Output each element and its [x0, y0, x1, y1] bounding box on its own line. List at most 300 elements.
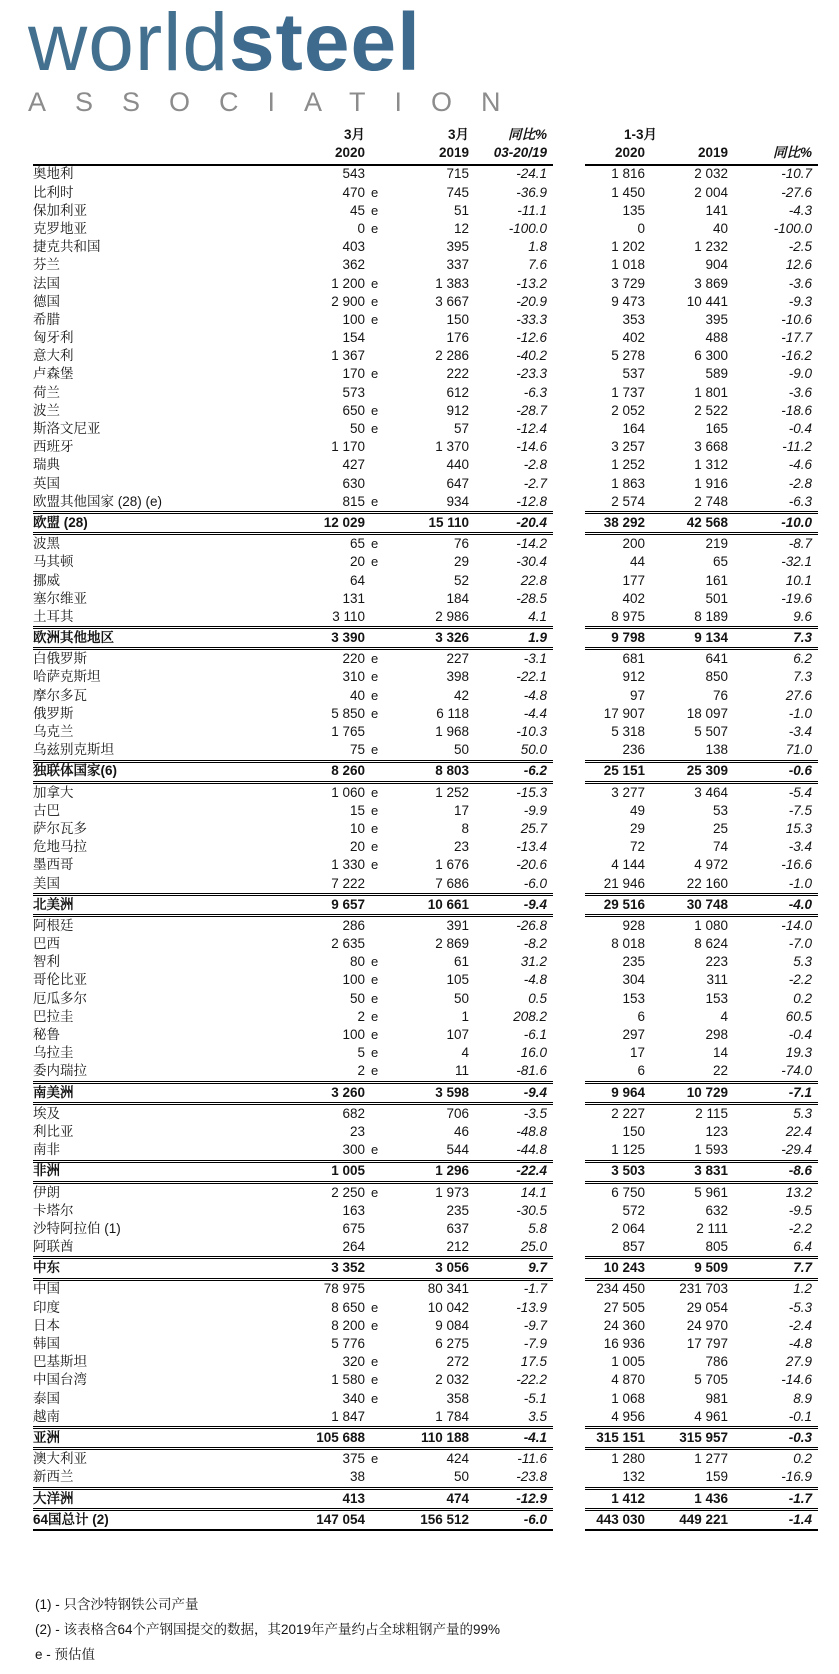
ytd-2019-cell: 488	[705, 330, 729, 346]
country-name-cell: 中东	[33, 1258, 245, 1279]
ytd-2020-cell: 1 412	[585, 1488, 645, 1509]
yoy-month-cell: 14.1	[520, 1184, 547, 1200]
country-name-cell: 卡塔尔	[33, 1202, 74, 1218]
table-row	[33, 802, 818, 820]
country-name-cell: 亚洲	[33, 1428, 245, 1449]
mar-2019-cell: 745	[446, 184, 469, 200]
mar-2019-cell: 3 056	[387, 1258, 469, 1279]
estimate-flag: e	[371, 1184, 379, 1200]
header-ytd-span: 1-3月	[624, 126, 658, 142]
table-row	[33, 1317, 818, 1335]
yoy-ytd-cell: -8.6	[728, 1161, 818, 1182]
column-gap	[553, 475, 585, 493]
mar-2019-cell: 176	[446, 330, 469, 346]
mar-2020-cell: 815	[342, 493, 365, 509]
yoy-ytd-cell: 5.3	[793, 954, 813, 970]
yoy-month-cell: -22.1	[516, 669, 547, 685]
country-name-cell: 沙特阿拉伯 (1)	[33, 1220, 121, 1236]
ytd-2019-cell: 6 300	[694, 348, 729, 364]
mar-2019-cell: 1	[461, 1008, 469, 1024]
column-gap	[553, 384, 585, 402]
ytd-2019-cell: 4 961	[694, 1408, 729, 1424]
crude-steel-production-table	[33, 126, 818, 1531]
estimate-flag: e	[371, 275, 379, 291]
mar-2019-cell: 1 383	[435, 275, 469, 291]
mar-2020-cell: 38	[349, 1469, 365, 1485]
yoy-ytd-cell: -74.0	[781, 1063, 813, 1079]
estimate-flag: e	[371, 1008, 379, 1024]
region-total-row	[33, 1488, 818, 1509]
table-row	[33, 554, 818, 572]
yoy-ytd-cell: -1.7	[728, 1488, 818, 1509]
mar-2019-cell: 1 252	[435, 784, 469, 800]
table-row	[33, 782, 818, 802]
yoy-ytd-cell: -4.6	[788, 457, 813, 473]
country-name-cell: 捷克共和国	[33, 239, 101, 255]
mar-2020-cell: 45	[349, 202, 365, 218]
table-row	[33, 165, 818, 184]
column-gap	[553, 554, 585, 572]
country-name-cell: 独联体国家(6)	[33, 761, 245, 782]
mar-2019-cell: 1 296	[387, 1161, 469, 1182]
table-row	[33, 723, 818, 741]
table-row	[33, 857, 818, 875]
mar-2020-cell: 5	[357, 1045, 365, 1061]
country-name-cell: 危地马拉	[33, 839, 87, 855]
mar-2019-cell: 184	[446, 590, 469, 606]
ytd-2020-cell: 6	[637, 1008, 645, 1024]
country-name-cell: 荷兰	[33, 384, 60, 400]
column-gap	[553, 165, 585, 184]
ytd-2019-cell: 3 869	[694, 275, 729, 291]
table-row	[33, 475, 818, 493]
mar-2019-cell: 105	[446, 972, 469, 988]
column-gap	[553, 293, 585, 311]
table-row	[33, 1182, 818, 1202]
ytd-2019-cell: 298	[705, 1027, 729, 1042]
yoy-ytd-cell: -1.4	[728, 1509, 818, 1530]
yoy-month-cell: -9.9	[523, 802, 547, 818]
mar-2020-cell: 9 657	[245, 894, 365, 915]
column-gap	[553, 1335, 585, 1353]
estimate-flag: e	[371, 839, 379, 855]
country-name-cell: 印度	[33, 1299, 60, 1315]
table-row	[33, 687, 818, 705]
column-gap	[553, 275, 585, 293]
mar-2019-cell: 222	[446, 366, 469, 382]
mar-2020-cell: 1 367	[331, 348, 365, 364]
mar-2019-cell: 7 686	[435, 875, 469, 891]
table-row	[33, 184, 818, 202]
ytd-2019-cell: 589	[705, 366, 729, 382]
yoy-month-cell: -48.8	[516, 1123, 547, 1139]
country-name-cell: 欧盟其他国家 (28) (e)	[33, 493, 163, 509]
estimate-flag	[365, 1428, 387, 1449]
ytd-2019-cell: 786	[705, 1354, 729, 1370]
mar-2019-cell: 1 973	[435, 1184, 469, 1200]
ytd-2019-cell: 501	[705, 590, 729, 606]
estimate-flag: e	[371, 802, 379, 818]
country-name-cell: 加拿大	[33, 784, 74, 800]
ytd-2019-cell: 223	[705, 954, 729, 970]
yoy-month-cell: -22.4	[469, 1161, 553, 1182]
yoy-ytd-cell: -4.3	[788, 202, 813, 218]
column-gap	[553, 1449, 585, 1469]
column-gap	[553, 916, 585, 936]
yoy-ytd-cell: 7.7	[728, 1258, 818, 1279]
ytd-2020-cell: 912	[622, 669, 645, 685]
ytd-2020-cell: 17 907	[603, 705, 645, 721]
yoy-month-cell: -44.8	[516, 1142, 547, 1158]
yoy-month-cell: -11.1	[517, 202, 547, 218]
yoy-month-cell: -2.8	[523, 457, 547, 473]
mar-2020-cell: 154	[342, 330, 365, 346]
yoy-month-cell: 4.1	[528, 608, 547, 624]
ytd-2019-cell: 5 507	[694, 724, 729, 739]
column-gap	[553, 838, 585, 856]
ytd-2019-cell: 1 232	[694, 239, 729, 255]
ytd-2019-cell: 449 221	[645, 1509, 728, 1530]
header-ytd-2019: 2019	[645, 144, 728, 164]
region-total-row	[33, 1428, 818, 1449]
country-name-cell: 日本	[33, 1317, 60, 1333]
mar-2019-cell: 8	[461, 820, 469, 836]
yoy-month-cell: -4.8	[523, 687, 547, 703]
estimate-flag: e	[371, 687, 379, 703]
ytd-2020-cell: 150	[622, 1123, 645, 1139]
ytd-2019-cell: 2 111	[696, 1220, 729, 1236]
country-name-cell: 保加利亚	[33, 202, 87, 218]
country-name-cell: 意大利	[33, 348, 74, 364]
yoy-month-cell: -24.1	[516, 166, 547, 182]
mar-2020-cell: 375	[342, 1451, 365, 1467]
ytd-2019-cell: 10 729	[645, 1082, 728, 1103]
country-name-cell: 哈萨克斯坦	[33, 669, 101, 685]
estimate-flag	[365, 329, 387, 347]
yoy-ytd-cell: -2.4	[788, 1317, 813, 1333]
table-row	[33, 935, 818, 953]
column-gap	[553, 420, 585, 438]
header-empty	[33, 126, 245, 144]
country-name-cell: 中国	[33, 1281, 60, 1297]
region-total-row	[33, 1082, 818, 1103]
ytd-2019-cell: 2 032	[694, 166, 729, 182]
estimate-flag	[365, 572, 387, 590]
ytd-2020-cell: 0	[637, 220, 645, 236]
estimate-flag: e	[371, 1354, 379, 1370]
column-gap	[553, 366, 585, 384]
yoy-ytd-cell: 7.3	[728, 628, 818, 649]
table-row	[33, 534, 818, 554]
mar-2019-cell: 440	[446, 457, 469, 473]
country-name-cell: 巴基斯坦	[33, 1354, 87, 1370]
yoy-ytd-cell: 10.1	[785, 572, 813, 588]
ytd-2020-cell: 3 277	[611, 784, 645, 800]
ytd-2019-cell: 76	[712, 687, 729, 703]
mar-2020-cell: 1 060	[331, 784, 365, 800]
column-gap	[553, 457, 585, 475]
yoy-month-cell: 0.5	[528, 990, 547, 1006]
ytd-2020-cell: 200	[622, 536, 645, 552]
ytd-2020-cell: 857	[622, 1239, 645, 1255]
mar-2020-cell: 65	[349, 536, 365, 552]
yoy-ytd-cell: 71.0	[785, 742, 813, 758]
yoy-month-cell: 7.6	[528, 257, 547, 273]
column-gap	[553, 1082, 585, 1103]
mar-2019-cell: 17	[453, 802, 469, 818]
country-name-cell: 俄罗斯	[33, 705, 74, 721]
ytd-2020-cell: 537	[622, 366, 645, 382]
yoy-month-cell: -10.3	[516, 724, 547, 739]
table-row	[33, 1408, 818, 1428]
mar-2020-cell: 64	[349, 572, 365, 588]
mar-2019-cell: 50	[453, 742, 469, 758]
yoy-ytd-cell: -16.2	[781, 348, 813, 364]
mar-2020-cell: 286	[342, 917, 365, 933]
yoy-month-cell: -6.1	[523, 1027, 547, 1042]
yoy-month-cell: -7.9	[523, 1336, 547, 1351]
column-gap	[553, 493, 585, 513]
yoy-month-cell: -2.7	[523, 475, 547, 491]
column-gap	[553, 990, 585, 1008]
mar-2019-cell: 398	[446, 669, 469, 685]
ytd-2020-cell: 353	[622, 311, 645, 327]
yoy-ytd-cell: -0.4	[788, 1027, 813, 1042]
column-gap	[553, 1044, 585, 1062]
country-name-cell: 乌拉圭	[33, 1045, 74, 1061]
estimate-flag: e	[371, 554, 379, 570]
mar-2020-cell: 1 580	[331, 1372, 365, 1388]
table-row	[33, 293, 818, 311]
ytd-2020-cell: 3 257	[611, 439, 645, 455]
ytd-2020-cell: 6	[637, 1063, 645, 1079]
estimate-flag: e	[371, 311, 379, 327]
column-gap	[553, 1509, 585, 1530]
ytd-2020-cell: 9 473	[611, 293, 645, 309]
table-row	[33, 608, 818, 628]
column-gap	[553, 1317, 585, 1335]
ytd-2019-cell: 981	[705, 1390, 729, 1406]
table-row	[33, 493, 818, 513]
yoy-month-cell: -9.7	[523, 1317, 547, 1333]
estimate-flag	[365, 165, 387, 184]
ytd-2019-cell: 123	[705, 1123, 729, 1139]
logo-steel-text: steel	[228, 0, 421, 88]
yoy-month-cell: -3.5	[523, 1105, 547, 1121]
header-row-1	[33, 126, 818, 144]
yoy-month-cell: -3.1	[523, 651, 547, 667]
mar-2019-cell: 4	[461, 1045, 469, 1061]
yoy-ytd-cell: 13.2	[785, 1184, 813, 1200]
ytd-2019-cell: 18 097	[686, 705, 729, 721]
ytd-2019-cell: 2 115	[695, 1105, 729, 1121]
region-total-row	[33, 628, 818, 649]
ytd-2019-cell: 1 593	[694, 1142, 729, 1158]
yoy-month-cell: -12.8	[516, 493, 547, 509]
ytd-2020-cell: 49	[629, 802, 645, 818]
table-row	[33, 347, 818, 365]
ytd-2019-cell: 29 054	[686, 1299, 729, 1315]
ytd-2020-cell: 17	[629, 1045, 645, 1061]
yoy-ytd-cell: 6.2	[793, 651, 813, 667]
yoy-ytd-cell: -32.1	[781, 554, 813, 570]
estimate-flag: e	[371, 820, 379, 836]
column-gap	[553, 820, 585, 838]
table-row	[33, 220, 818, 238]
yoy-ytd-cell: -19.6	[781, 590, 813, 606]
table-row	[33, 1008, 818, 1026]
mar-2020-cell: 413	[245, 1488, 365, 1509]
mar-2019-cell: 647	[446, 475, 469, 491]
mar-2019-cell: 61	[453, 954, 469, 970]
mar-2019-cell: 15 110	[387, 513, 469, 534]
footnote-1: (1) - 只含沙特钢铁公司产量	[35, 1597, 199, 1612]
column-gap	[553, 402, 585, 420]
mar-2019-cell: 11	[454, 1063, 469, 1079]
mar-2019-cell: 358	[446, 1390, 469, 1406]
table-row	[33, 1372, 818, 1390]
ytd-2020-cell: 10 243	[585, 1258, 645, 1279]
header-year-2019: 2019	[387, 144, 469, 164]
yoy-month-cell: 31.2	[520, 954, 547, 970]
mar-2019-cell: 934	[446, 493, 469, 509]
region-total-row	[33, 761, 818, 782]
ytd-2019-cell: 25	[712, 820, 729, 836]
yoy-month-cell: -1.7	[523, 1281, 547, 1297]
table-row	[33, 669, 818, 687]
estimate-flag	[365, 1202, 387, 1220]
ytd-2020-cell: 1 816	[611, 166, 645, 182]
mar-2020-cell: 573	[342, 384, 365, 400]
ytd-2019-cell: 395	[705, 311, 729, 327]
column-gap	[553, 1008, 585, 1026]
ytd-2020-cell: 3 729	[611, 275, 645, 291]
column-gap	[553, 1063, 585, 1083]
column-gap	[553, 1202, 585, 1220]
yoy-ytd-cell: 9.6	[793, 608, 813, 624]
country-name-cell: 西班牙	[33, 439, 74, 455]
estimate-flag	[365, 1509, 387, 1530]
mar-2019-cell: 1 370	[435, 439, 469, 455]
mar-2019-cell: 235	[446, 1202, 469, 1218]
mar-2020-cell: 0	[357, 220, 365, 236]
ytd-2020-cell: 8 975	[611, 608, 645, 624]
mar-2019-cell: 23	[453, 839, 469, 855]
ytd-2019-cell: 2 522	[694, 402, 729, 418]
mar-2019-cell: 50	[453, 990, 469, 1006]
country-name-cell: 芬兰	[33, 257, 60, 273]
table-row	[33, 916, 818, 936]
ytd-2020-cell: 2 227	[611, 1105, 645, 1121]
yoy-month-cell: -5.1	[523, 1390, 547, 1406]
header-ytd-yoy: 同比%	[728, 144, 818, 164]
yoy-ytd-cell: -1.0	[788, 875, 813, 891]
mar-2020-cell: 80	[349, 954, 365, 970]
country-name-cell: 法国	[33, 275, 60, 291]
ytd-2019-cell: 40	[712, 220, 729, 236]
column-gap	[553, 741, 585, 761]
ytd-2019-cell: 311	[706, 972, 729, 988]
mar-2020-cell: 650	[342, 402, 365, 418]
yoy-month-cell: -14.6	[516, 439, 547, 455]
yoy-month-cell: 50.0	[520, 742, 547, 758]
ytd-2020-cell: 5 278	[611, 348, 645, 364]
ytd-2020-cell: 6 750	[611, 1184, 645, 1200]
column-gap	[553, 1123, 585, 1141]
ytd-2019-cell: 65	[712, 554, 729, 570]
mar-2019-cell: 76	[453, 536, 469, 552]
yoy-month-cell: -11.6	[517, 1451, 547, 1467]
table-row	[33, 590, 818, 608]
yoy-month-cell: -23.3	[516, 366, 547, 382]
mar-2019-cell: 706	[446, 1105, 469, 1121]
column-gap	[553, 329, 585, 347]
country-name-cell: 乌克兰	[33, 724, 74, 739]
country-name-cell: 北美洲	[33, 894, 245, 915]
estimate-flag: e	[371, 784, 379, 800]
ytd-2020-cell: 235	[622, 954, 645, 970]
yoy-ytd-cell: -7.0	[788, 936, 813, 952]
estimate-flag: e	[371, 669, 379, 685]
ytd-2019-cell: 161	[705, 572, 729, 588]
column-gap	[553, 935, 585, 953]
column-gap	[553, 513, 585, 534]
table-row	[33, 1335, 818, 1353]
yoy-ytd-cell: 7.3	[793, 669, 813, 685]
mar-2019-cell: 107	[446, 1027, 469, 1042]
mar-2020-cell: 1 200	[331, 275, 365, 291]
mar-2019-cell: 57	[453, 421, 469, 436]
yoy-ytd-cell: -0.1	[788, 1408, 813, 1424]
mar-2020-cell: 131	[342, 590, 365, 606]
ytd-2020-cell: 29 516	[585, 894, 645, 915]
ytd-2019-cell: 3 831	[645, 1161, 728, 1182]
country-name-cell: 萨尔瓦多	[33, 820, 87, 836]
ytd-2019-cell: 165	[705, 421, 729, 436]
mar-2019-cell: 474	[387, 1488, 469, 1509]
column-gap	[553, 1488, 585, 1509]
ytd-2020-cell: 236	[622, 742, 645, 758]
country-name-cell: 波黑	[33, 536, 60, 552]
mar-2019-cell: 156 512	[387, 1509, 469, 1530]
ytd-2020-cell: 4 870	[611, 1372, 645, 1388]
ytd-2020-cell: 72	[629, 839, 645, 855]
country-name-cell: 哥伦比亚	[33, 972, 87, 988]
mar-2020-cell: 1 170	[331, 439, 365, 455]
header-yoy-month: 同比%	[507, 126, 547, 142]
ytd-2019-cell: 2 004	[694, 184, 729, 200]
mar-2020-cell: 320	[342, 1354, 365, 1370]
column-gap	[553, 1353, 585, 1371]
estimate-flag	[365, 457, 387, 475]
estimate-flag	[365, 513, 387, 534]
yoy-month-cell: -33.3	[516, 311, 547, 327]
footnote-2: (2) - 该表格含64个产钢国提交的数据，其2019年产量约占全球粗钢产量的99%	[35, 1622, 501, 1637]
ytd-2020-cell: 29	[629, 820, 645, 836]
estimate-flag	[365, 723, 387, 741]
yoy-ytd-cell: -5.4	[788, 784, 813, 800]
yoy-month-cell: 1.8	[528, 239, 547, 255]
mar-2020-cell: 470	[342, 184, 365, 200]
yoy-ytd-cell: -1.0	[788, 705, 813, 721]
estimate-flag: e	[371, 202, 379, 218]
ytd-2019-cell: 1 080	[694, 917, 729, 933]
ytd-2020-cell: 5 318	[611, 724, 645, 739]
ytd-2019-cell: 74	[712, 839, 729, 855]
header-year-2020: 2020	[245, 144, 365, 164]
ytd-2019-cell: 904	[705, 257, 729, 273]
table-row	[33, 649, 818, 669]
